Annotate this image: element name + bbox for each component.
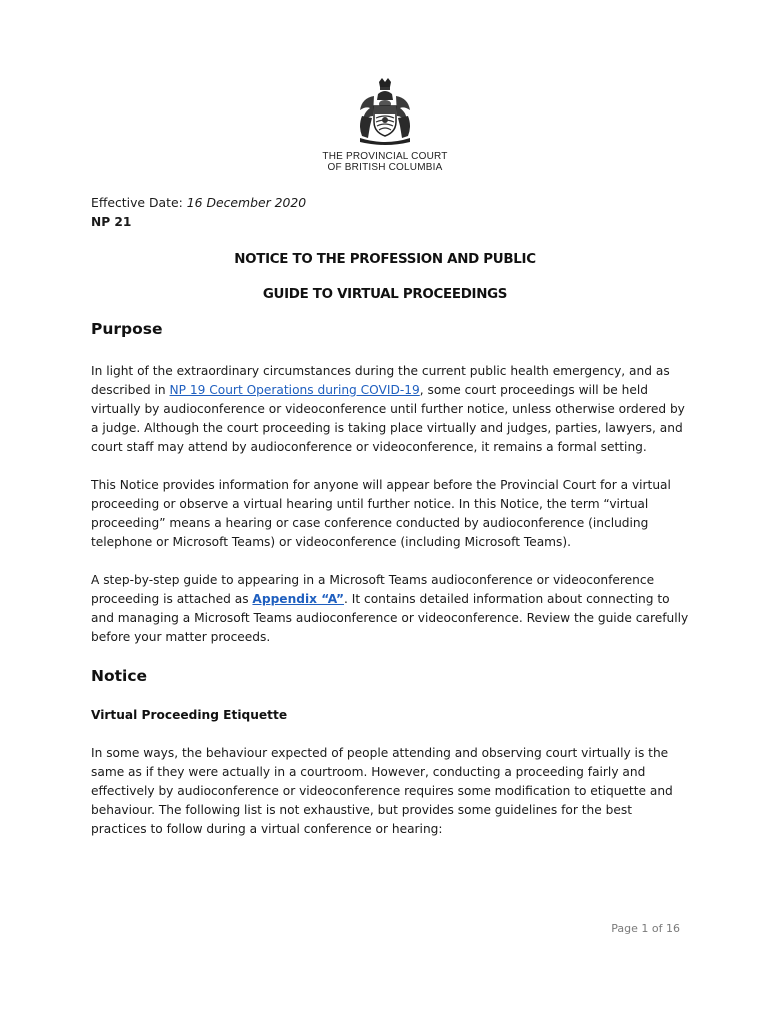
purpose-paragraph-3	[91, 571, 691, 647]
document-subtitle: GUIDE TO VIRTUAL PROCEEDINGS	[262, 287, 508, 302]
notice-paragraph-1: In some ways, the behaviour expected of people attending and observing court virtually is the same as if they were actually in a courtroom. However, conducting a proceeding fairly and effectively by audioconference or videoconference requires some modification to etiquette and behaviour. The following list is not exhaustive, but provides some guidelines for the best practices to follow during a virtual conference or hearing:	[91, 746, 673, 836]
notice-heading: Notice	[91, 667, 148, 685]
purpose-paragraph-2: This Notice provides information for anyone will appear before the Provincial Court for a virtual proceeding or observe a virtual hearing until further notice. In this Notice, the term “virtual proceeding” means a hearing or case conference conducted by audioconference (including telephone or Microsoft Teams) or videoconference (including Microsoft Teams).	[91, 478, 671, 549]
page-number: Page 1 of 16	[611, 922, 680, 935]
court-name	[300, 151, 470, 173]
effective-date-value: 16 December 2020	[186, 195, 307, 210]
purpose-p3-text-a: A step-by-step guide to appearing in a Microsoft Teams audioconference or videoconference proceeding is attached as	[91, 573, 655, 606]
purpose-paragraph-1	[91, 362, 691, 457]
document-title: NOTICE TO THE PROFESSION AND PUBLIC	[234, 252, 536, 267]
effective-date-label: Effective Date:	[91, 195, 187, 210]
np19-link[interactable]: NP 19 Court Operations during COVID-19	[169, 383, 420, 397]
purpose-p1-text-a: In light of the extraordinary circumstances during the current public health emergency, and as described in	[91, 364, 670, 397]
court-name-line-2: OF BRITISH COLUMBIA	[327, 162, 443, 173]
coat-of-arms-crest	[352, 76, 418, 148]
appendix-a-link[interactable]: Appendix “A”	[252, 592, 345, 606]
purpose-heading: Purpose	[91, 320, 163, 338]
etiquette-subheading: Virtual Proceeding Etiquette	[91, 708, 288, 722]
purpose-p3-text-b: . It contains detailed information about connecting to and managing a Microsoft Teams audioconference or videoconference. Review the guide carefully before your matter proceeds.	[91, 592, 689, 644]
purpose-p1-text-b: , some court proceedings will be held virtually by audioconference or videoconference until further notice, unless otherwise ordered by a judge. Although the court proceeding is taking place virtually and judges, parties, lawyers, and court staff may attend by audioconference or videoconference, it remains a formal setting.	[91, 383, 685, 454]
effective-date-line	[91, 193, 691, 212]
court-name-line-1: THE PROVINCIAL COURT	[322, 151, 448, 162]
notice-number: NP 21	[91, 215, 132, 229]
